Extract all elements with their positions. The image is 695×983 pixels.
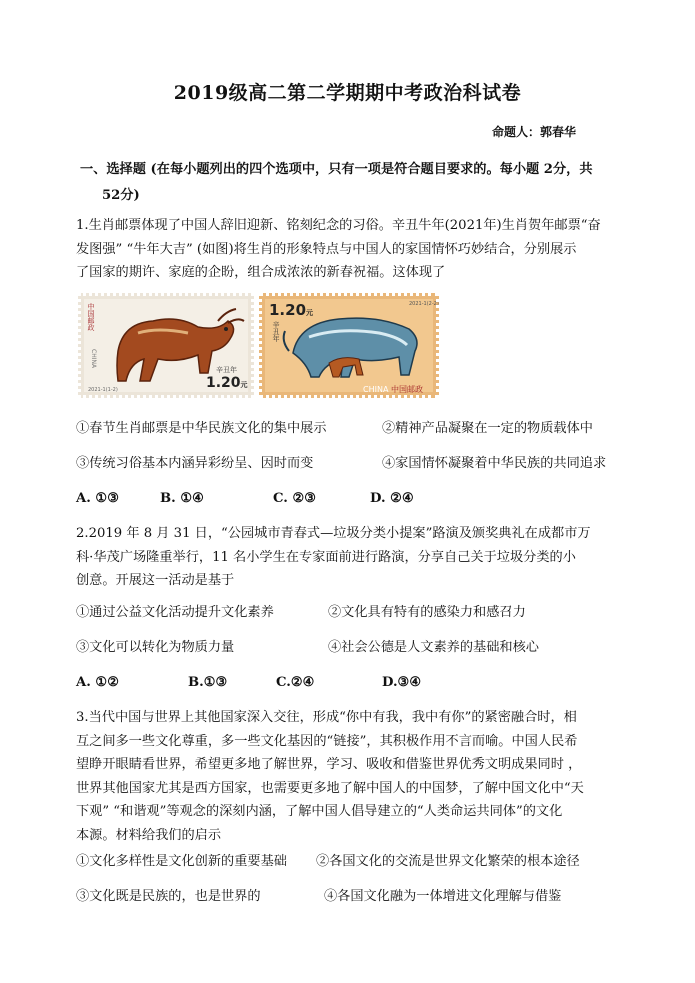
q2-choice-c: C.②④: [276, 675, 315, 690]
q1-choice-d: D. ②④: [370, 491, 414, 506]
q3-options-row-1: [76, 850, 636, 874]
stamp1-en: CHINA: [90, 349, 97, 369]
q1-option-2: ②精神产品凝聚在一定的物质载体中: [382, 421, 593, 436]
stamp2-country: 中国邮政: [391, 385, 423, 394]
q3-option-3: ③文化既是民族的，也是世界的: [76, 889, 261, 904]
q1-options-row-2: [76, 452, 636, 476]
section-heading: [80, 157, 632, 209]
q1-stem-line: 了国家的期许、家庭的企盼，组合成浓浓的新春祝福。这体现了: [76, 265, 446, 280]
q1-stem-line: 1.生肖邮票体现了中国人辞旧迎新、铭刻纪念的习俗。辛丑牛年(2021年)生肖贺年邮票“奋: [76, 218, 601, 233]
q1-answer-choices: [76, 487, 636, 511]
q3-stem-line: 世界其他国家尤其是西方国家，也需要更多地了解中国人的中国梦，了解中国文化中“天: [76, 780, 584, 796]
stamp2-year: 辛丑年: [272, 321, 280, 342]
q1-stem-line: 发图强” “牛年大吉” (如图)将生肖的形象特点与中国人的家国情怀巧妙结合，分别展示: [76, 241, 577, 257]
q1-choice-a: A. ①③: [76, 491, 120, 506]
q1-choice-b: B. ①④: [160, 491, 204, 506]
q1-options-row-1: [76, 417, 636, 441]
stamp2-value-unit: 元: [306, 309, 314, 317]
q2-choice-b: B.①③: [188, 675, 228, 690]
q3-stem-line: 本源。材料给我们的启示: [76, 827, 222, 843]
question-2-stem: [76, 522, 634, 593]
stamp1-code: 2021-1(1-2): [88, 387, 118, 393]
q3-stem-line: 互之间多一些文化尊重，多一些文化基因的“链接”，其积极作用不言而喻。中国人民希: [76, 733, 578, 749]
q3-option-2: ②各国文化的交流是世界文化繁荣的根本途径: [316, 854, 580, 869]
stamp2-en: CHINA: [363, 385, 389, 394]
stamp-images: [78, 293, 440, 398]
q2-answer-choices: [76, 671, 636, 695]
page-title: 2019级高二第二学期期中考政治科试卷: [173, 82, 522, 104]
question-3-stem: [76, 706, 634, 847]
q3-option-4: ④各国文化融为一体增进文化理解与借鉴: [324, 889, 562, 904]
question-1-stem: [76, 214, 634, 285]
author-line: 命题人：郭春华: [492, 125, 577, 139]
stamp-ox-1: [78, 293, 254, 398]
stamp1-perforation: [78, 293, 254, 398]
q2-option-1: ①通过公益文化活动提升文化素养: [76, 605, 274, 620]
stamp1-value-number: 1.20: [206, 375, 241, 391]
q2-stem-line: 科·华茂广场隆重举行，11 名小学生在专家面前进行路演，分享自己关于垃圾分类的小: [76, 549, 576, 565]
q3-option-1: ①文化多样性是文化创新的重要基础: [76, 854, 287, 869]
q2-options-row-2: [76, 636, 636, 660]
q1-option-3: ③传统习俗基本内涵异彩纷呈、因时而变: [76, 456, 314, 471]
q2-stem-line: 创意。开展这一活动是基于: [76, 573, 235, 588]
q3-stem-line: 3.当代中国与世界上其他国家深入交往，形成“你中有我，我中有你”的紧密融合时，相: [76, 710, 577, 725]
q1-choice-c: C. ②③: [273, 491, 317, 506]
q2-options-row-1: [76, 601, 636, 625]
stamp1-value-unit: 元: [240, 381, 248, 389]
stamp2-value-number: 1.20: [269, 301, 307, 319]
q2-choice-a: A. ①②: [76, 675, 120, 690]
q3-stem-line: 望睁开眼睛看世界，希望更多地了解世界，学习、吸收和借鉴世界优秀文明成果同时 ，: [76, 757, 582, 772]
q2-choice-d: D.③④: [382, 675, 422, 690]
stamp1-year: 辛丑年: [216, 366, 237, 374]
q1-option-4: ④家国情怀凝聚着中华民族的共同追求: [382, 456, 607, 471]
q3-options-row-2: [76, 885, 636, 909]
stamp-ox-2: [259, 293, 439, 398]
stamp2-code: 2021-1(2-2): [409, 301, 439, 307]
q1-option-1: ①春节生肖邮票是中华民族文化的集中展示: [76, 421, 327, 436]
q2-stem-line: 2.2019 年 8 月 31 日，“公园城市青春式—垃圾分类小提案”路演及颁奖典礼在成都市万: [76, 526, 591, 541]
stamp2-perforation: [259, 293, 439, 398]
q2-option-3: ③文化可以转化为物质力量: [76, 640, 235, 655]
section-heading-line1: 一、选择题 (在每小题列出的四个选项中，只有一项是符合题目要求的。每小题 2分，共: [80, 162, 593, 177]
section-heading-line2: 52分): [102, 188, 140, 203]
q3-stem-line: 下观” “和谐观”等观念的深刻内涵，了解中国人倡导建立的“人类命运共同体”的文化: [76, 804, 563, 819]
q2-option-4: ④社会公德是人文素养的基础和核心: [328, 640, 539, 655]
q2-option-2: ②文化具有特有的感染力和感召力: [328, 605, 526, 620]
stamp1-country: 中国邮政: [87, 303, 95, 331]
